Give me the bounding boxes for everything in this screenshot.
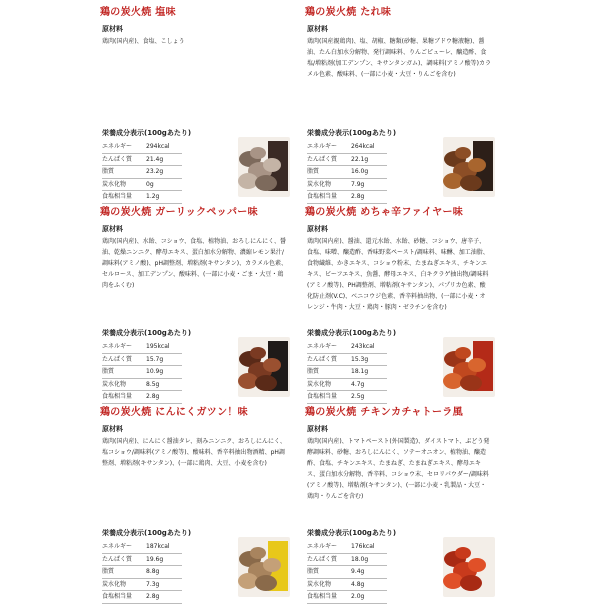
nutrition-row — [102, 366, 182, 379]
meat-piece — [263, 558, 281, 572]
food-photo-graphic — [443, 137, 495, 197]
nutrition-row — [307, 166, 387, 179]
nutrition-label: たんぱく質 — [102, 555, 133, 563]
meat-piece — [460, 175, 482, 191]
product-photo — [443, 137, 495, 197]
food-photo-graphic — [443, 537, 495, 597]
meat-piece — [255, 175, 277, 191]
nutrition-row — [102, 179, 182, 192]
product-photo — [443, 337, 495, 397]
product-photo — [443, 537, 495, 597]
nutrition-value: 19.6g — [146, 555, 164, 563]
nutrition-row — [307, 354, 387, 367]
nutrition-label: 食塩相当量 — [307, 193, 338, 200]
nutrition-label: エネルギー — [307, 543, 338, 550]
nutrition-heading: 栄養成分表示(100gあたり) — [307, 129, 397, 137]
ingredients-heading: 原材料 — [102, 425, 123, 433]
nutrition-row — [102, 541, 182, 554]
nutrition-label: エネルギー — [102, 543, 133, 550]
nutrition-value: 2.0g — [351, 593, 365, 600]
nutrition-row — [307, 154, 387, 167]
ingredients-heading: 原材料 — [102, 225, 123, 233]
nutrition-label: エネルギー — [102, 143, 133, 150]
nutrition-value: 243kcal — [351, 343, 375, 350]
ingredients-heading: 原材料 — [307, 25, 328, 33]
meat-piece — [468, 558, 486, 572]
nutrition-label: 食塩相当量 — [307, 593, 338, 600]
nutrition-row — [307, 554, 387, 567]
meat-piece — [460, 375, 482, 391]
ingredients-text: 鶏肉(国内産)、水飴、コショウ、食塩、植物油、おろしにんにく、醤油、乾燥ニンニク、酵母エキス、蛋白加水分解物、濃縮レモン果汁/調味料(アミノ酸)、pH調整剤、増粘剤(キサンタン)、カラメル色素、セルロース、加工デンプン、酸味料、(一部に小麦・ごま・大豆・鶏肉をふくむ) — [102, 238, 287, 289]
nutrition-label: 炭水化物 — [307, 180, 332, 188]
meat-piece — [238, 173, 258, 189]
ingredients-text: 鶏肉(国内産)、食塩、こしょう — [102, 38, 185, 45]
meat-piece — [238, 373, 258, 389]
nutrition-value: 2.8g — [146, 593, 160, 600]
nutrition-table — [102, 541, 182, 604]
meat-piece — [468, 358, 486, 372]
nutrition-label: 炭水化物 — [307, 580, 332, 588]
food-photo-graphic — [238, 337, 290, 397]
nutrition-value: 22.1g — [351, 155, 369, 163]
nutrition-value: 7.3g — [146, 580, 160, 588]
meat-piece — [263, 358, 281, 372]
nutrition-heading: 栄養成分表示(100gあたり) — [307, 329, 397, 337]
nutrition-value: 294kcal — [146, 143, 170, 150]
nutrition-value: 195kcal — [146, 343, 170, 350]
product-card — [300, 200, 590, 400]
nutrition-label: たんぱく質 — [102, 355, 133, 363]
nutrition-row — [307, 566, 387, 579]
nutrition-label: たんぱく質 — [307, 555, 338, 563]
ingredients-heading: 原材料 — [307, 225, 328, 233]
nutrition-value: 16.0g — [351, 168, 369, 175]
nutrition-value: 1.2g — [146, 193, 160, 200]
nutrition-value: 15.7g — [146, 355, 164, 363]
product-title: 鶏の炭火焼 にんにくガツン！味 — [100, 407, 248, 418]
meat-piece — [250, 547, 266, 559]
food-photo-graphic — [238, 137, 290, 197]
nutrition-label: 食塩相当量 — [102, 593, 133, 600]
nutrition-label: 脂質 — [102, 368, 115, 375]
nutrition-table — [307, 341, 387, 404]
nutrition-value: 18.1g — [351, 368, 369, 375]
nutrition-value: 2.5g — [351, 393, 365, 400]
nutrition-label: 食塩相当量 — [307, 393, 338, 400]
nutrition-label: 脂質 — [102, 168, 115, 175]
nutrition-label: エネルギー — [307, 343, 338, 350]
nutrition-label: 脂質 — [102, 568, 115, 575]
nutrition-row — [307, 541, 387, 554]
nutrition-row — [307, 141, 387, 154]
ingredients-heading: 原材料 — [307, 425, 328, 433]
nutrition-label: 脂質 — [307, 368, 320, 375]
meat-piece — [443, 373, 463, 389]
meat-piece — [255, 375, 277, 391]
meat-piece — [238, 573, 258, 589]
ingredients-heading: 原材料 — [102, 25, 123, 33]
nutrition-row — [102, 554, 182, 567]
nutrition-label: 食塩相当量 — [102, 193, 133, 200]
nutrition-label: 炭水化物 — [102, 180, 127, 188]
ingredients-text: 鶏肉(国内産)、トマトペースト(外国製造)、ダイストマト、ぶどう発酵調味料、砂糖、おろしにんにく、ソテーオニオン、植物油、醸造酢、食塩、チキンエキス、たまねぎ、たまねぎエキス、酵母エキス、蛋白加水分解物、香辛料、コショウ末、セロリパウダー/調味料(アミノ酸等)、増粘剤(キサンタン)、(一部に小麦・乳製品・大豆・鶏肉・りんごを含む) — [307, 438, 490, 500]
product-card — [0, 200, 290, 400]
nutrition-value: 21.4g — [146, 155, 164, 163]
food-photo-graphic — [443, 337, 495, 397]
nutrition-row — [307, 366, 387, 379]
product-title: 鶏の炭火焼 塩味 — [100, 7, 176, 18]
nutrition-heading: 栄養成分表示(100gあたり) — [307, 529, 397, 537]
food-photo-graphic — [238, 537, 290, 597]
nutrition-value: 8.8g — [146, 568, 160, 575]
nutrition-value: 8.5g — [146, 380, 160, 388]
product-title: 鶏の炭火焼 ガーリックペッパー味 — [100, 207, 258, 218]
ingredients-text: 鶏肉(国内産)、にんにく醤油タレ、刻みニンニク、おろしにんにく、塩コショウ/調味料(アミノ酸等)、酸味料、香辛料抽出物酒精、pH調整剤、増粘剤(キサンタン)、(一部に鶏肉、大豆、小麦を含む) — [102, 438, 286, 467]
nutrition-heading: 栄養成分表示(100gあたり) — [102, 329, 192, 337]
nutrition-table — [307, 541, 387, 604]
product-card — [300, 400, 590, 600]
meat-piece — [468, 158, 486, 172]
meat-piece — [443, 173, 463, 189]
nutrition-value: 15.3g — [351, 355, 369, 363]
nutrition-label: エネルギー — [307, 143, 338, 150]
product-title: 鶏の炭火焼 チキンカチャトーラ風 — [305, 407, 463, 418]
nutrition-row — [102, 591, 182, 604]
meat-piece — [455, 347, 471, 359]
meat-piece — [460, 575, 482, 591]
ingredients-text: 鶏肉(国内産)、醤油、還元水飴、水飴、砂糖、コショウ、唐辛子、食塩、味噌、醸造酢、香味野菜ペースト/調味料、味醂、加工油脂、食物繊維、かきエキス、コショウ粉末、たまねぎエキス、チキンエキス、ビーフエキス、魚醤、酵母エキス、白キクラゲ抽出物/調味料(アミノ酸等)、PH調整剤、増粘剤(キサンタン)、パプリカ色素、酸化防止剤(V.C)、ベニコウジ色素、香辛料抽出物、(一部に小麦・オレンジ・牛肉・大豆・鶏肉・豚肉・ゼラチンを含む) — [307, 238, 489, 311]
meat-piece — [255, 575, 277, 591]
nutrition-row — [307, 579, 387, 592]
nutrition-heading: 栄養成分表示(100gあたり) — [102, 129, 192, 137]
product-title: 鶏の炭火焼 たれ味 — [305, 7, 392, 18]
nutrition-label: エネルギー — [102, 343, 133, 350]
nutrition-value: 264kcal — [351, 143, 375, 150]
nutrition-row — [307, 179, 387, 192]
nutrition-row — [102, 154, 182, 167]
meat-piece — [250, 347, 266, 359]
meat-piece — [263, 158, 281, 172]
nutrition-value: 2.8g — [146, 393, 160, 400]
nutrition-label: 脂質 — [307, 168, 320, 175]
nutrition-label: 脂質 — [307, 568, 320, 575]
ingredients-text: 鶏肉(国産親鶏肉)、塩、胡椒、糖類(砂糖、果糖ブドウ糖液糖)、醤油、たん白加水分解物、発行調味料、りんごピューレ、醸造酢、食塩/増粘剤(加工デンプン、キサンタンガム)、調味料(アミノ酸等)カラメル色素、酸味料、(一部に小麦・大豆・りんごを含む) — [307, 38, 492, 78]
nutrition-label: 炭水化物 — [102, 380, 127, 388]
nutrition-label: たんぱく質 — [102, 155, 133, 163]
meat-piece — [455, 147, 471, 159]
nutrition-value: 23.2g — [146, 168, 164, 175]
meat-piece — [443, 573, 463, 589]
nutrition-label: たんぱく質 — [307, 355, 338, 363]
product-photo — [238, 137, 290, 197]
nutrition-value: 0g — [146, 180, 154, 188]
nutrition-row — [102, 141, 182, 154]
product-photo — [238, 337, 290, 397]
nutrition-table — [102, 341, 182, 404]
nutrition-row — [102, 354, 182, 367]
nutrition-row — [102, 566, 182, 579]
nutrition-row — [307, 591, 387, 604]
meat-piece — [455, 547, 471, 559]
nutrition-value: 10.9g — [146, 368, 164, 375]
nutrition-label: 食塩相当量 — [102, 393, 133, 400]
product-title: 鶏の炭火焼 めちゃ辛ファイヤー味 — [305, 207, 464, 218]
product-card — [0, 400, 290, 600]
nutrition-row — [102, 579, 182, 592]
nutrition-table — [102, 141, 182, 204]
product-card — [300, 0, 590, 200]
nutrition-value: 9.4g — [351, 568, 365, 575]
nutrition-table — [307, 141, 387, 204]
nutrition-value: 18.0g — [351, 555, 369, 563]
meat-piece — [250, 147, 266, 159]
product-photo — [238, 537, 290, 597]
nutrition-value: 4.8g — [351, 580, 365, 588]
nutrition-row — [102, 379, 182, 392]
product-card — [0, 0, 290, 200]
nutrition-value: 187kcal — [146, 543, 170, 550]
nutrition-row — [307, 379, 387, 392]
nutrition-value: 4.7g — [351, 380, 365, 388]
nutrition-value: 176kcal — [351, 543, 375, 550]
nutrition-row — [102, 341, 182, 354]
nutrition-label: たんぱく質 — [307, 155, 338, 163]
nutrition-value: 2.8g — [351, 193, 365, 200]
nutrition-row — [102, 166, 182, 179]
nutrition-label: 炭水化物 — [307, 380, 332, 388]
nutrition-label: 炭水化物 — [102, 580, 127, 588]
nutrition-heading: 栄養成分表示(100gあたり) — [102, 529, 192, 537]
nutrition-value: 7.9g — [351, 180, 365, 188]
nutrition-row — [307, 341, 387, 354]
